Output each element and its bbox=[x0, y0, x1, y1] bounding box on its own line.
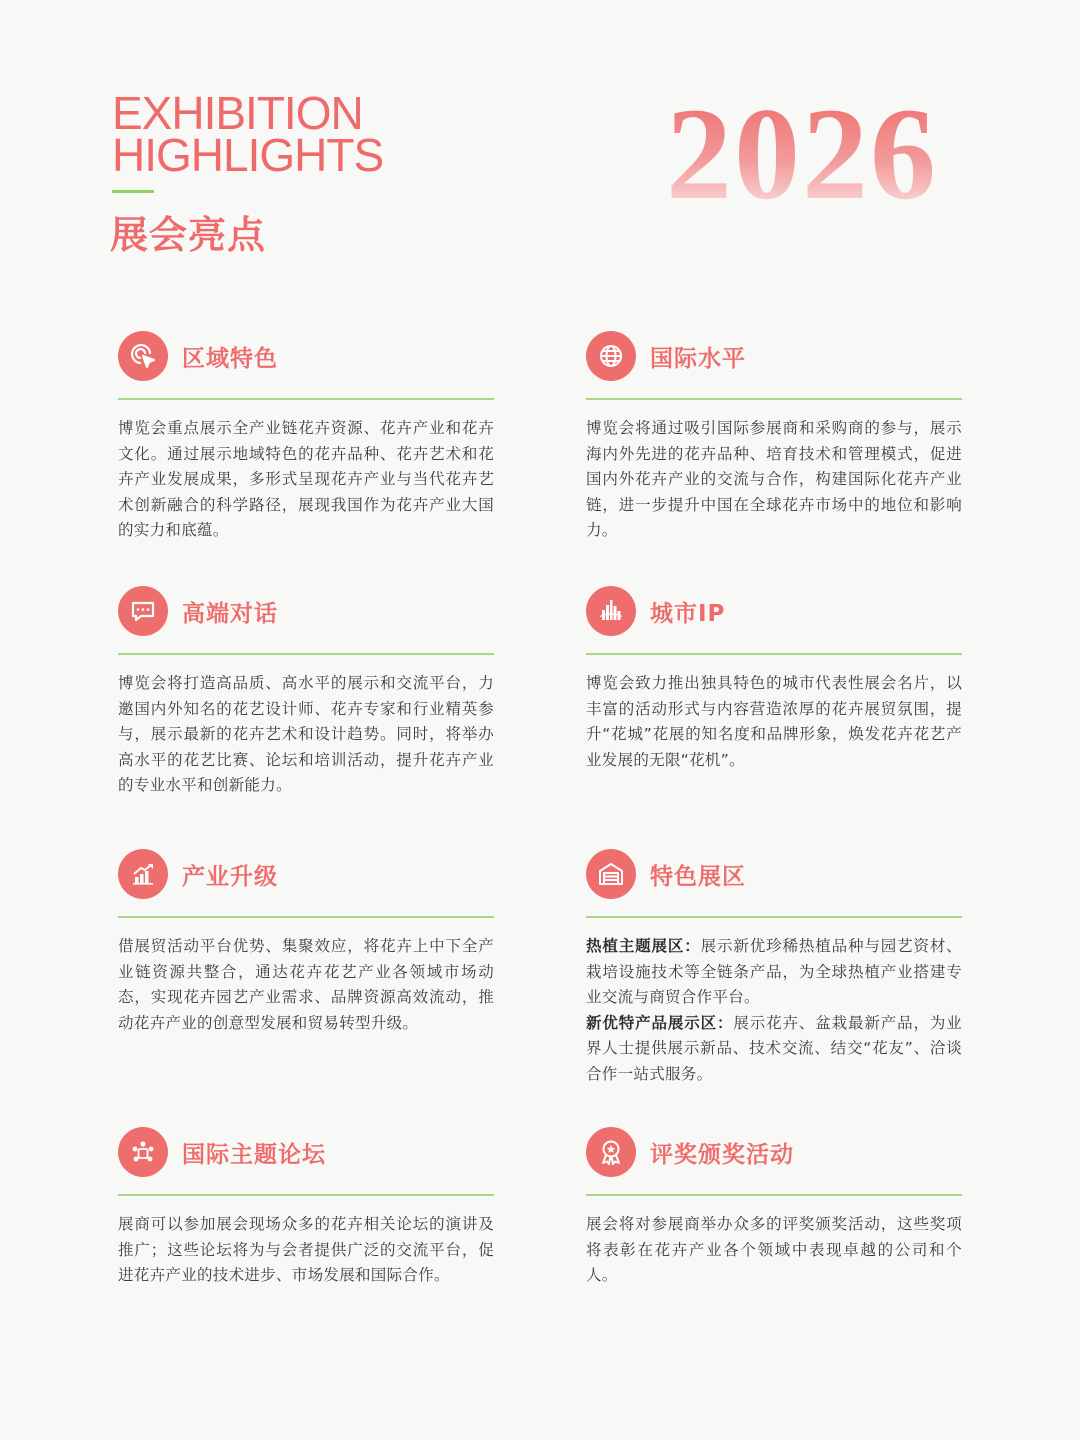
title-chinese: 展会亮点 bbox=[110, 213, 267, 257]
title-english-line1: EXHIBITION bbox=[112, 87, 363, 139]
section-title: 国际主题论坛 bbox=[182, 1141, 326, 1168]
section-body: 博览会将打造高品质、高水平的展示和交流平台，力邀国内外知名的花艺设计师、花卉专家和行业精英参与，展示最新的花卉艺术和设计趋势。同时，将举办高水平的花艺比赛、论坛和培训活动，提升花卉产业的专业水平和创新能力。 bbox=[118, 674, 494, 795]
title-divider bbox=[112, 190, 154, 193]
zone-label: 新优特产品展示区： bbox=[586, 1013, 734, 1032]
zone-text: 展示花卉、盆栽最新产品，为业界人士提供展示新品、技术交流、结交“花友”、洽谈合作一站式服务。 bbox=[586, 1013, 963, 1083]
section-divider bbox=[118, 398, 494, 400]
section-divider bbox=[586, 916, 962, 918]
section-international-level bbox=[586, 330, 962, 544]
section-divider bbox=[118, 1194, 494, 1196]
section-title: 产业升级 bbox=[182, 863, 278, 890]
section-body bbox=[586, 934, 962, 1088]
chat-bubble-icon bbox=[118, 586, 168, 636]
award-medal-icon bbox=[586, 1127, 636, 1177]
year-display: 2026 bbox=[666, 80, 938, 227]
section-international-forum bbox=[118, 1126, 494, 1289]
section-divider bbox=[586, 1194, 962, 1196]
section-title: 高端对话 bbox=[182, 600, 278, 627]
zone-label: 热植主题展区： bbox=[586, 937, 701, 955]
warehouse-icon bbox=[586, 849, 636, 899]
globe-icon bbox=[586, 331, 636, 381]
section-body: 博览会将通过吸引国际参展商和采购商的参与，展示海内外先进的花卉品种、培育技术和管理模式，促进国内外花卉产业的交流与合作，构建国际化花卉产业链，进一步提升中国在全球花卉市场中的地位和影响力。 bbox=[586, 419, 962, 540]
section-city-ip bbox=[586, 585, 962, 773]
cursor-target-icon bbox=[118, 331, 168, 381]
section-title: 区域特色 bbox=[182, 345, 278, 372]
section-divider bbox=[586, 653, 962, 655]
growth-chart-icon bbox=[118, 849, 168, 899]
city-skyline-icon bbox=[586, 586, 636, 636]
section-title: 城市IP bbox=[650, 600, 726, 627]
section-regional-features bbox=[118, 330, 494, 544]
zone-item bbox=[586, 934, 962, 1011]
section-industry-upgrade bbox=[118, 848, 494, 1036]
section-awards bbox=[586, 1126, 962, 1289]
title-english bbox=[112, 87, 384, 181]
section-divider bbox=[118, 653, 494, 655]
section-high-end-dialogue bbox=[118, 585, 494, 799]
zone-text: 展示新优珍稀热植品种与园艺资材、栽培设施技术等全链条产品，为全球热植产业搭建专业交流与商贸合作平台。 bbox=[586, 937, 962, 1007]
section-title: 评奖颁奖活动 bbox=[650, 1141, 794, 1168]
section-title: 特色展区 bbox=[650, 863, 746, 890]
title-english-line2: HIGHLIGHTS bbox=[112, 129, 384, 181]
section-body: 展会将对参展商举办众多的评奖颁奖活动，这些奖项将表彰在花卉产业各个领域中表现卓越的公司和个人。 bbox=[586, 1215, 962, 1285]
section-divider bbox=[118, 916, 494, 918]
section-body: 借展贸活动平台优势、集聚效应，将花卉上中下全产业链资源共整合，通达花卉花艺产业各领域市场动态，实现花卉园艺产业需求、品牌资源高效流动，推动花卉产业的创意型发展和贸易转型升级。 bbox=[118, 937, 494, 1032]
section-featured-zones bbox=[586, 848, 962, 1088]
section-body: 展商可以参加展会现场众多的花卉相关论坛的演讲及推广；这些论坛将为与会者提供广泛的交流平台，促进花卉产业的技术进步、市场发展和国际合作。 bbox=[118, 1215, 494, 1285]
section-body: 博览会重点展示全产业链花卉资源、花卉产业和花卉文化。通过展示地域特色的花卉品种、花卉艺术和花卉产业发展成果，多形式呈现花卉产业与当代花卉艺术创新融合的科学路径，展现我国作为花卉产业大国的实力和底蕴。 bbox=[118, 419, 494, 540]
section-title: 国际水平 bbox=[650, 345, 746, 372]
conference-table-icon bbox=[118, 1127, 168, 1177]
zone-item bbox=[586, 1011, 962, 1088]
section-divider bbox=[586, 398, 962, 400]
section-body: 博览会致力推出独具特色的城市代表性展会名片，以丰富的活动形式与内容营造浓厚的花卉展贸氛围，提升“花城”花展的知名度和品牌形象，焕发花卉花艺产业发展的无限“花机”。 bbox=[586, 674, 962, 769]
